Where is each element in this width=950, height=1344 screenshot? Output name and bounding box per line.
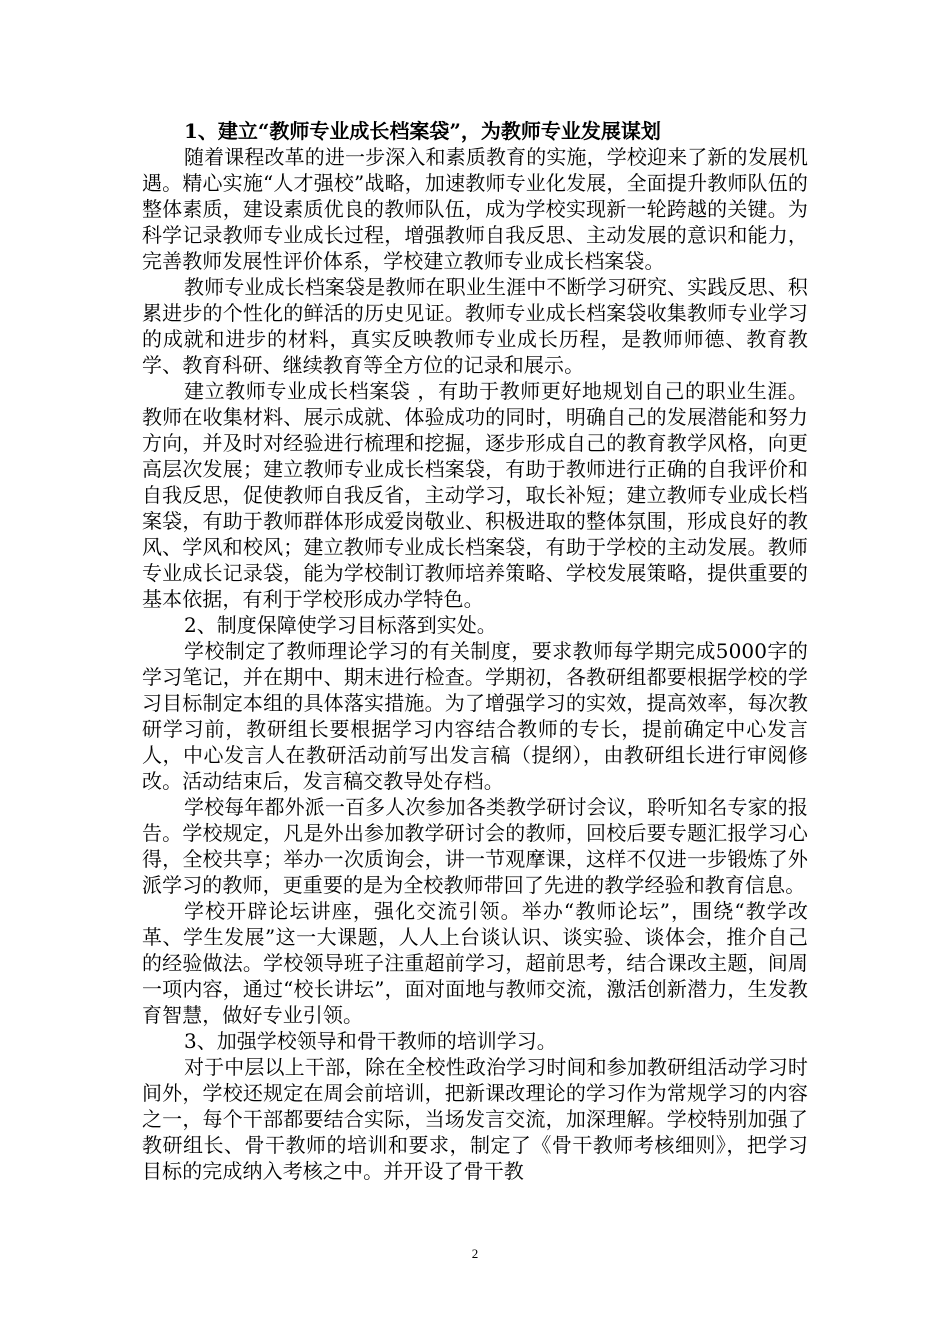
paragraph: 随着课程改革的进一步深入和素质教育的实施，学校迎来了新的发展机遇。精心实施“人才强校”战略，加速教师专业化发展，全面提升教师队伍的整体素质，建设素质优良的教师队伍，成为学校实现新一轮跨越的关键。为科学记录教师专业成长过程，增强教师自我反思、主动发展的意识和能力，完善教师发展性评价体系，学校建立教师专业成长档案袋。 (142, 145, 808, 273)
paragraph: 对于中层以上干部，除在全校性政治学习时间和参加教研组活动学习时间外，学校还规定在周会前培训，把新课改理论的学习作为常规学习的内容之一，每个干部都要结合实际，当场发言交流，加深理解。学校特别加强了教研组长、骨干教师的培训和要求，制定了《骨干教师考核细则》，把学习目标的完成纳入考核之中。并开设了骨干教 (142, 1055, 808, 1183)
paragraph: 建立教师专业成长档案袋 ，有助于教师更好地规划自己的职业生涯。教师在收集材料、展示成就、体验成功的同时，明确自己的发展潜能和努力方向，并及时对经验进行梳理和挖掘，逐步形成自己的教育教学风格，向更高层次发展；建立教师专业成长档案袋，有助于教师进行正确的自我评价和自我反思，促使教师自我反省，主动学习，取长补短；建立教师专业成长档案袋，有助于教师群体形成爱岗敬业、积极进取的整体氛围，形成良好的教风、学风和校风；建立教师专业成长档案袋，有助于学校的主动发展。教师专业成长记录袋，能为学校制订教师培养策略、学校发展策略，提供重要的基本依据，有利于学校形成办学特色。 (142, 379, 808, 611)
section-heading-1: 1、建立“教师专业成长档案袋”，为教师专业发展谋划 (184, 119, 661, 143)
section-heading-2: 2、制度保障使学习目标落到实处。 (184, 613, 497, 637)
paragraph: 教师专业成长档案袋是教师在职业生涯中不断学习研究、实践反思、积累进步的个性化的鲜活的历史见证。教师专业成长档案袋收集教师专业学习的成就和进步的材料，真实反映教师专业成长历程，是教师师德、教育教学、教育科研、继续教育等全方位的记录和展示。 (142, 275, 808, 377)
paragraph: 学校开辟论坛讲座，强化交流引领。举办“教师论坛”，围绕“教学改革、学生发展”这一大课题，人人上台谈认识、谈实验、谈体会，推介自己的经验做法。学校领导班子注重超前学习，超前思考，结合课改主题，间周一项内容，通过“校长讲坛”，面对面地与教师交流，激活创新潜力，生发教育智慧，做好专业引领。 (142, 899, 808, 1027)
section-heading-3: 3、加强学校领导和骨干教师的培训学习。 (184, 1029, 557, 1053)
document-body (142, 118, 808, 1184)
paragraph: 学校制定了教师理论学习的有关制度，要求教师每学期完成5000字的学习笔记，并在期中、期末进行检查。学期初，各教研组都要根据学校的学习目标制定本组的具体落实措施。为了增强学习的实效，提高效率，每次教研学习前，教研组长要根据学习内容结合教师的专长，提前确定中心发言人，中心发言人在教研活动前写出发言稿（提纲），由教研组长进行审阅修改。活动结束后，发言稿交教导处存档。 (142, 639, 808, 793)
paragraph: 学校每年都外派一百多人次参加各类教学研讨会议，聆听知名专家的报告。学校规定，凡是外出参加教学研讨会的教师，回校后要专题汇报学习心得，全校共享；举办一次质询会，讲一节观摩课，这样不仅进一步锻炼了外派学习的教师，更重要的是为全校教师带回了先进的教学经验和教育信息。 (142, 795, 808, 897)
page-number: 2 (471, 1246, 479, 1261)
